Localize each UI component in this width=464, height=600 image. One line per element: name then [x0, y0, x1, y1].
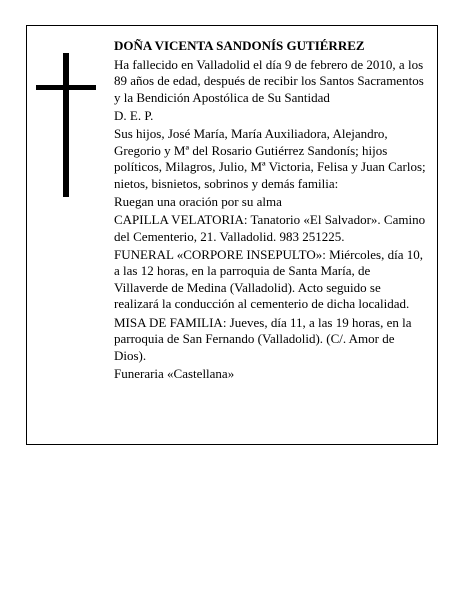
funeral-info: FUNERAL «CORPORE INSEPULTO»: Miércoles, día 10, a las 12 horas, en la parroquia de Santa María, de Villaverde de Medina (Valladolid). Acto seguido se realizará la conducción al cementerio de dicha localidad.	[114, 246, 423, 312]
cross-icon	[36, 53, 96, 197]
obituary-text	[114, 38, 426, 384]
funeral-home: Funeraria «Castellana»	[114, 365, 235, 381]
family-mass-info: MISA DE FAMILIA: Jueves, día 11, a las 19 horas, en la parroquia de San Fernando (Valladolid). (C/. Amor de Dios).	[114, 314, 412, 363]
deceased-name: DOÑA VICENTA SANDONÍS GUTIÉRREZ	[114, 38, 365, 53]
rip-line: D. E. P.	[114, 107, 154, 123]
cross-horizontal-bar	[36, 85, 96, 90]
family-list: Sus hijos, José María, María Auxiliadora, Alejandro, Gregorio y Mª del Rosario Gutiérrez Sandonís; hijos políticos, Milagros, Julio, Mª Victoria, Felisa y Juan Carlos; nietos, bisnietos, sobrinos y demás familia:	[114, 125, 426, 191]
prayer-request: Ruegan una oración por su alma	[114, 193, 282, 209]
wake-chapel-info: CAPILLA VELATORIA: Tanatorio «El Salvador». Camino del Cementerio, 21. Valladolid. 983 251225.	[114, 211, 426, 244]
cross-vertical-bar	[63, 53, 69, 197]
death-announcement: Ha fallecido en Valladolid el día 9 de febrero de 2010, a los 89 años de edad, después de recibir los Santos Sacramentos y la Bendición Apostólica de Su Santidad	[114, 56, 424, 105]
